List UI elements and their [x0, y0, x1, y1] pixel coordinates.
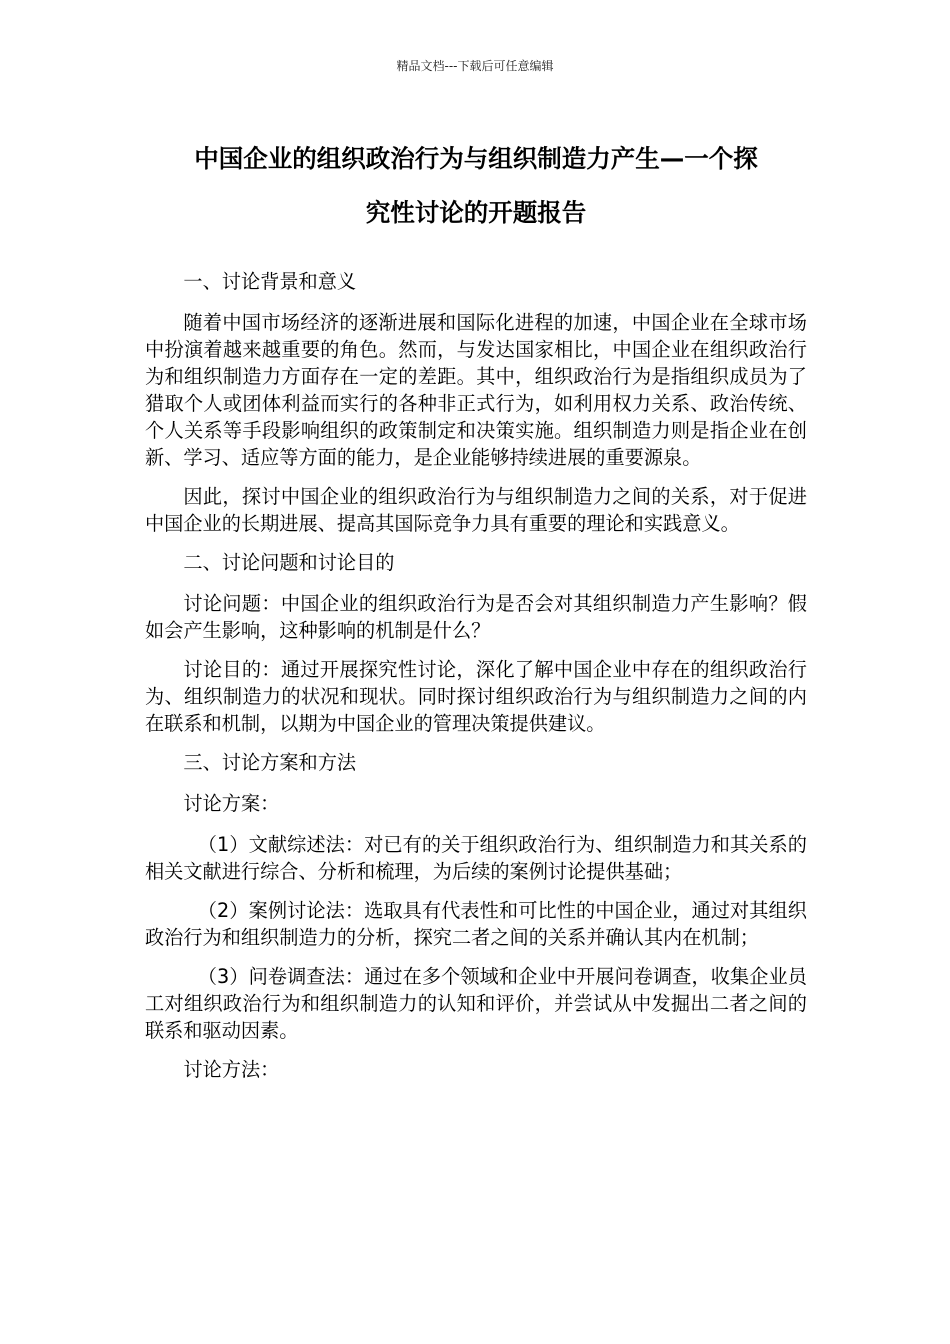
- document-body: [145, 268, 807, 1097]
- section-heading-questions: 二、讨论问题和讨论目的: [183, 551, 395, 574]
- subheading-plan: 讨论方案：: [183, 792, 280, 815]
- section-heading-background: 一、讨论背景和意义: [183, 270, 357, 293]
- paragraph-significance: 因此，探讨中国企业的组织政治行为与组织制造力之间的关系，对于促进中国企业的长期进展、提高其国际竞争力具有重要的理论和实践意义。: [145, 485, 807, 535]
- section-heading-methods: 三、讨论方案和方法: [183, 751, 357, 774]
- title-line-2: 究性讨论的开题报告: [365, 198, 587, 227]
- paragraph-background: 随着中国市场经济的逐渐进展和国际化进程的加速，中国企业在全球市场中扮演着越来越重要的角色。然而，与发达国家相比，中国企业在组织政治行为和组织制造力方面存在一定的差距。其中，组织政治行为是指组织成员为了猎取个人或团体利益而实行的各种非正式行为，如利用权力关系、政治传统、个人关系等手段影响组织的政策制定和决策实施。组织制造力则是指企业在创新、学习、适应等方面的能力，是企业能够持续进展的重要源泉。: [145, 311, 807, 469]
- header-note: 精品文档---下载后可任意编辑: [396, 59, 554, 73]
- list-item-literature-review: （1）文献综述法：对已有的关于组织政治行为、组织制造力和其关系的相关文献进行综合、分析和梳理，为后续的案例讨论提供基础；: [145, 833, 807, 883]
- document-title: [140, 132, 812, 240]
- list-item-case-study: （2）案例讨论法：选取具有代表性和可比性的中国企业，通过对其组织政治行为和组织制造力的分析，探究二者之间的关系并确认其内在机制；: [145, 899, 807, 949]
- subheading-method: 讨论方法：: [183, 1058, 280, 1081]
- title-line-1: 中国企业的组织政治行为与组织制造力产生—一个探: [194, 144, 758, 173]
- paragraph-research-goal: 讨论目的：通过开展探究性讨论，深化了解中国企业中存在的组织政治行为、组织制造力的状况和现状。同时探讨组织政治行为与组织制造力之间的内在联系和机制，以期为中国企业的管理决策提供建议。: [145, 658, 807, 735]
- paragraph-research-question: 讨论问题：中国企业的组织政治行为是否会对其组织制造力产生影响？假如会产生影响，这种影响的机制是什么？: [145, 592, 807, 642]
- list-item-survey: （3）问卷调查法：通过在多个领域和企业中开展问卷调查，收集企业员工对组织政治行为和组织制造力的认知和评价，并尝试从中发掘出二者之间的联系和驱动因素。: [145, 965, 807, 1042]
